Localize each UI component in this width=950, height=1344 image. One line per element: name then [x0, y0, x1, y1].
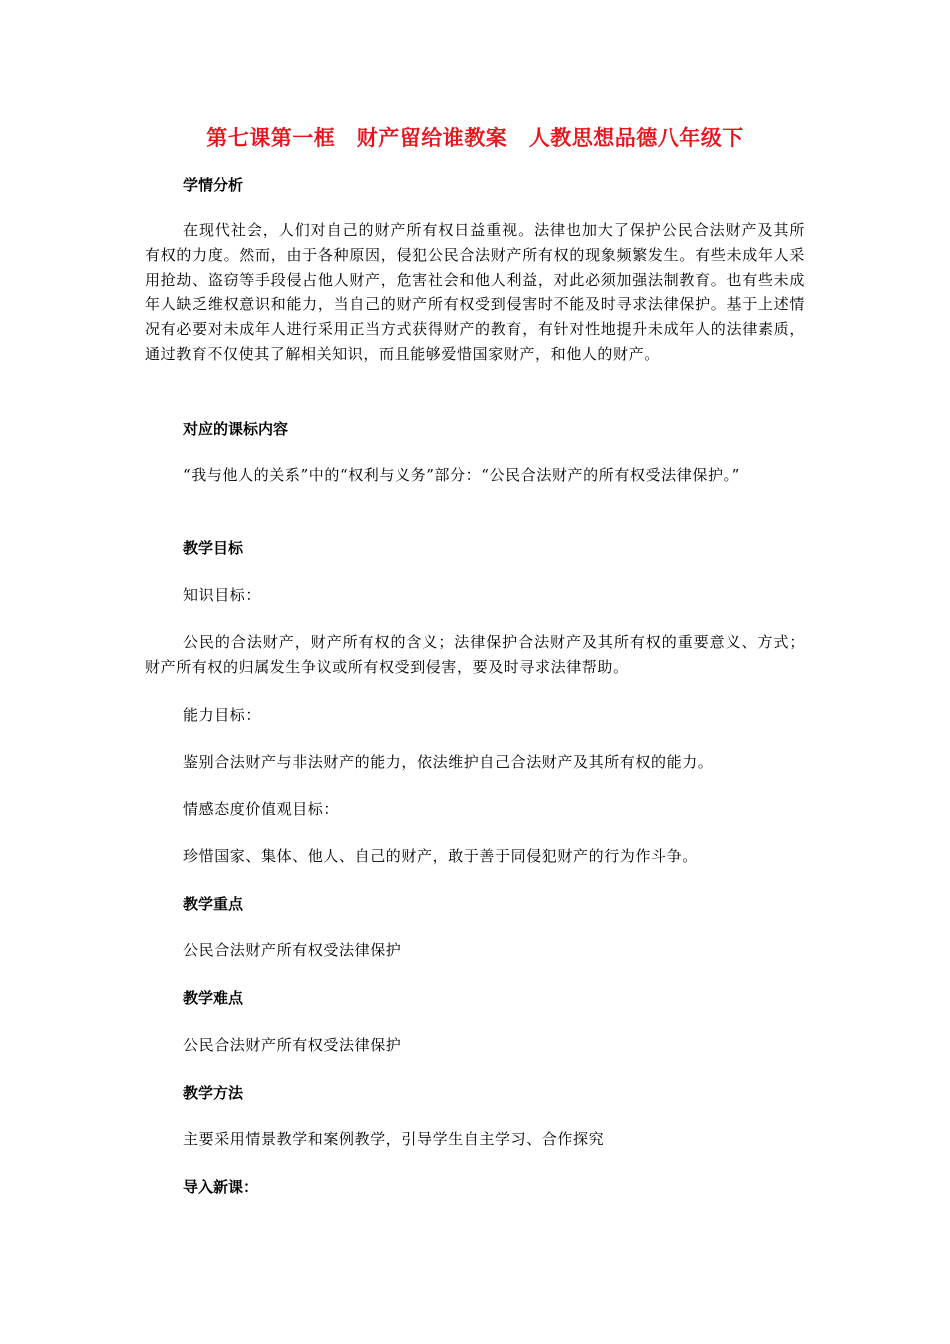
paragraph-key-point: 公民合法财产所有权受法律保护 — [183, 941, 402, 959]
paragraph-situation-analysis: 在现代社会，人们对自己的财产所有权日益重视。法律也加大了保护公民合法财产及其所有权的力度。然而，由于各种原因，侵犯公民合法财产所有权的现象频繁发生。有些未成年人采用抢劫、盗窃等手段侵占他人财产，危害社会和他人利益，对此必须加强法制教育。也有些未成年人缺乏维权意识和能力，当自己的财产所有权受到侵害时不能及时寻求法律保护。基于上述情况有必要对未成年人进行采用正当方式获得财产的教育，有针对性地提升未成年人的法律素质，通过教育不仅使其了解相关知识，而且能够爱惜国家财产，和他人的财产。 — [145, 221, 805, 363]
document-title: 第七课第一框 财产留给谁教案 人教思想品德八年级下 — [206, 126, 744, 150]
label-ability-goal: 能力目标： — [183, 706, 262, 724]
paragraph-ability-goal: 鉴别合法财产与非法财产的能力，依法维护自己合法财产及其所有权的能力。 — [183, 753, 714, 771]
heading-teaching-goals: 教学目标 — [183, 539, 244, 557]
heading-lesson-intro: 导入新课： — [183, 1178, 259, 1196]
paragraph-curriculum-standard: “我与他人的关系”中的“权利与义务”部分：“公民合法财产的所有权受法律保护。” — [183, 466, 740, 484]
paragraph-emotion-goal: 珍惜国家、集体、他人、自己的财产，敢于善于同侵犯财产的行为作斗争。 — [183, 847, 698, 865]
paragraph-teaching-method: 主要采用情景教学和案例教学，引导学生自主学习、合作探究 — [183, 1130, 605, 1148]
label-knowledge-goal: 知识目标： — [183, 586, 262, 604]
heading-key-point: 教学重点 — [183, 895, 244, 913]
label-emotion-goal: 情感态度价值观目标： — [183, 800, 340, 818]
heading-curriculum-standard: 对应的课标内容 — [183, 420, 289, 438]
paragraph-difficulty: 公民合法财产所有权受法律保护 — [183, 1036, 402, 1054]
heading-difficulty: 教学难点 — [183, 989, 244, 1007]
heading-situation-analysis: 学情分析 — [183, 176, 244, 194]
paragraph-knowledge-goal: 公民的合法财产，财产所有权的含义；法律保护合法财产及其所有权的重要意义、方式；财产所有权的归属发生争议或所有权受到侵害，要及时寻求法律帮助。 — [145, 633, 805, 676]
heading-teaching-method: 教学方法 — [183, 1084, 244, 1102]
